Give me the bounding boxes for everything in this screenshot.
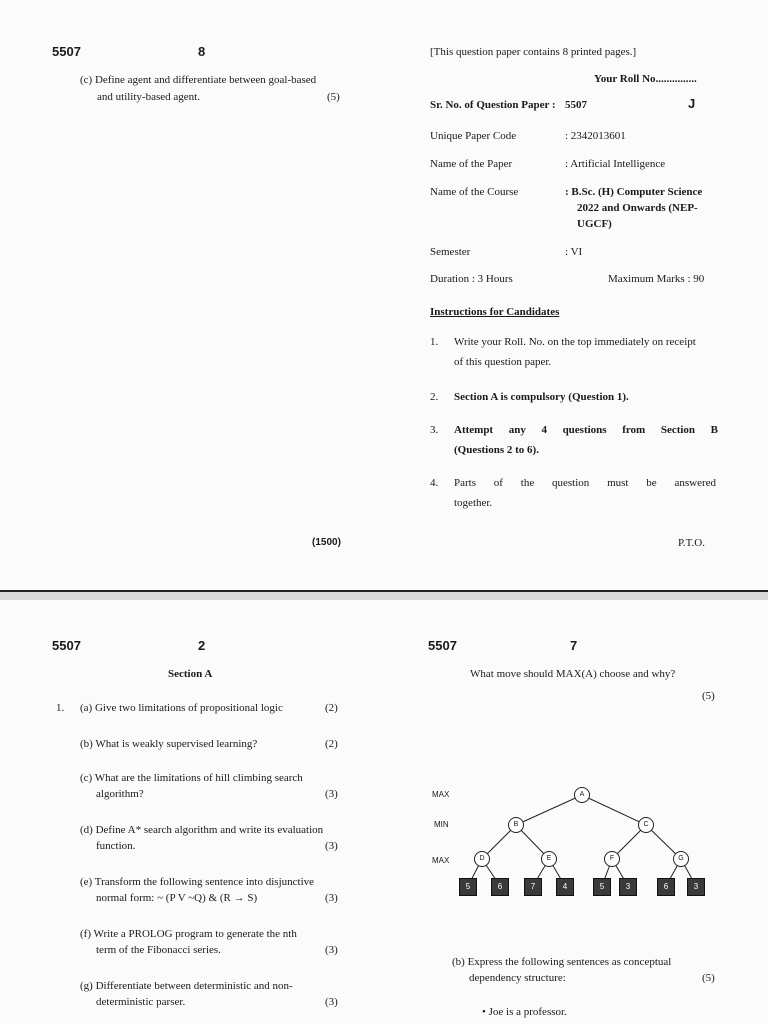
sr-no-label: Sr. No. of Question Paper : bbox=[430, 99, 556, 111]
q1e-line2: normal form: ~ (P V ~Q) & (R → S) bbox=[96, 892, 258, 904]
maximum-marks: Maximum Marks : 90 bbox=[608, 273, 705, 285]
q1f-line2: term of the Fibonacci series. bbox=[96, 944, 221, 956]
page-number: 7 bbox=[570, 638, 578, 653]
q1f-line1: (f) Write a PROLOG program to generate the nth bbox=[80, 928, 297, 940]
printed-pages-note: [This question paper contains 8 printed pages.] bbox=[430, 46, 637, 58]
copies-count: (1500) bbox=[312, 537, 341, 548]
q1b-marks: (2) bbox=[325, 738, 338, 750]
level-label-max: MAX bbox=[432, 790, 450, 799]
tree-node-c: C bbox=[638, 817, 654, 833]
page-number: 8 bbox=[198, 44, 206, 59]
row-label-course: Name of the Course bbox=[430, 186, 519, 198]
tree-node-g: G bbox=[673, 851, 689, 867]
row-value-semester: : VI bbox=[565, 246, 583, 258]
question-c-line2: and utility-based agent. bbox=[97, 91, 200, 103]
q1e-marks: (3) bbox=[325, 892, 338, 904]
q1g-marks: (3) bbox=[325, 996, 338, 1008]
tree-leaf-2: 6 bbox=[491, 878, 509, 896]
tree-node-d: D bbox=[474, 851, 490, 867]
instruction-3-line2: (Questions 2 to 6). bbox=[454, 444, 539, 456]
tree-leaf-5: 5 bbox=[593, 878, 611, 896]
page-8 bbox=[0, 0, 384, 590]
tree-node-a: A bbox=[574, 787, 590, 803]
tree-node-b: B bbox=[508, 817, 524, 833]
tree-node-e: E bbox=[541, 851, 557, 867]
paper-code: 5507 bbox=[52, 44, 81, 59]
instruction-4-line2: together. bbox=[454, 497, 493, 509]
row-label-paper-name: Name of the Paper bbox=[430, 158, 513, 170]
q1e-line1: (e) Transform the following sentence into disjunctive bbox=[80, 876, 315, 888]
paper-code: 5507 bbox=[52, 638, 81, 653]
bullet-sentence: • Joe is a professor. bbox=[482, 1006, 567, 1018]
row-value-course-1: : B.Sc. (H) Computer Science bbox=[565, 186, 703, 198]
page-7 bbox=[384, 600, 768, 1024]
q1f-marks: (3) bbox=[325, 944, 338, 956]
instructions-title: Instructions for Candidates bbox=[430, 306, 560, 318]
duration: Duration : 3 Hours bbox=[430, 273, 513, 285]
section-title: Section A bbox=[168, 668, 213, 680]
row-label-semester: Semester bbox=[430, 246, 471, 258]
row-label-paper-code: Unique Paper Code bbox=[430, 130, 517, 142]
please-turn-over: P.T.O. bbox=[678, 537, 705, 549]
q1d-line2: function. bbox=[96, 840, 136, 852]
row-value-paper-name: : Artificial Intelligence bbox=[565, 158, 666, 170]
paper-code: 5507 bbox=[428, 638, 457, 653]
level-label-min: MIN bbox=[434, 820, 449, 829]
roll-number-field: Your Roll No............... bbox=[594, 73, 697, 85]
q1d-line1: (d) Define A* search algorithm and write its evaluation bbox=[80, 824, 324, 836]
page-2 bbox=[0, 600, 384, 1024]
page-number: 2 bbox=[198, 638, 206, 653]
minimax-question: What move should MAX(A) choose and why? bbox=[470, 668, 676, 680]
q1c-marks: (3) bbox=[325, 788, 338, 800]
tree-node-f: F bbox=[604, 851, 620, 867]
question-c-marks: (5) bbox=[327, 91, 340, 103]
q-b-marks: (5) bbox=[702, 972, 715, 984]
instruction-3-num: 3. bbox=[430, 424, 439, 436]
level-label-max-2: MAX bbox=[432, 856, 450, 865]
q-b-line2: dependency structure: bbox=[469, 972, 566, 984]
row-value-course-2: 2022 and Onwards (NEP- bbox=[577, 202, 698, 214]
question-number: 1. bbox=[56, 702, 65, 714]
sr-no-value: 5507 bbox=[565, 99, 587, 111]
instruction-3-line1: Attempt any 4 questions from Section B bbox=[454, 424, 718, 436]
q1g-line2: deterministic parser. bbox=[96, 996, 186, 1008]
row-value-paper-code: : 2342013601 bbox=[565, 130, 626, 142]
q1g-line1: (g) Differentiate between deterministic and non- bbox=[80, 980, 293, 992]
q1a-text: (a) Give two limitations of propositional logic bbox=[80, 702, 283, 714]
q1c-line2: algorithm? bbox=[96, 788, 144, 800]
tree-leaf-6: 3 bbox=[619, 878, 637, 896]
tree-leaf-1: 5 bbox=[459, 878, 477, 896]
q1c-line1: (c) What are the limitations of hill climbing search bbox=[80, 772, 303, 784]
q1a-marks: (2) bbox=[325, 702, 338, 714]
instruction-1-line1: Write your Roll. No. on the top immediately on receipt bbox=[454, 336, 696, 348]
q-b-line1: (b) Express the following sentences as conceptual bbox=[452, 956, 672, 968]
sr-set: J bbox=[688, 96, 696, 111]
instruction-2-line1: Section A is compulsory (Question 1). bbox=[454, 391, 629, 403]
q1d-marks: (3) bbox=[325, 840, 338, 852]
q1b-text: (b) What is weakly supervised learning? bbox=[80, 738, 258, 750]
tree-leaf-3: 7 bbox=[524, 878, 542, 896]
tree-leaf-7: 6 bbox=[657, 878, 675, 896]
instruction-1-line2: of this question paper. bbox=[454, 356, 552, 368]
instruction-4-line1: Parts of the question must be answered bbox=[454, 477, 716, 489]
minimax-marks: (5) bbox=[702, 690, 715, 702]
row-value-course-3: UGCF) bbox=[577, 218, 612, 230]
question-c-line1: (c) Define agent and differentiate between goal-based bbox=[80, 74, 317, 86]
instruction-4-num: 4. bbox=[430, 477, 439, 489]
tree-leaf-8: 3 bbox=[687, 878, 705, 896]
tree-leaf-4: 4 bbox=[556, 878, 574, 896]
instruction-2-num: 2. bbox=[430, 391, 439, 403]
page-1-cover bbox=[384, 0, 768, 590]
instruction-1-num: 1. bbox=[430, 336, 439, 348]
